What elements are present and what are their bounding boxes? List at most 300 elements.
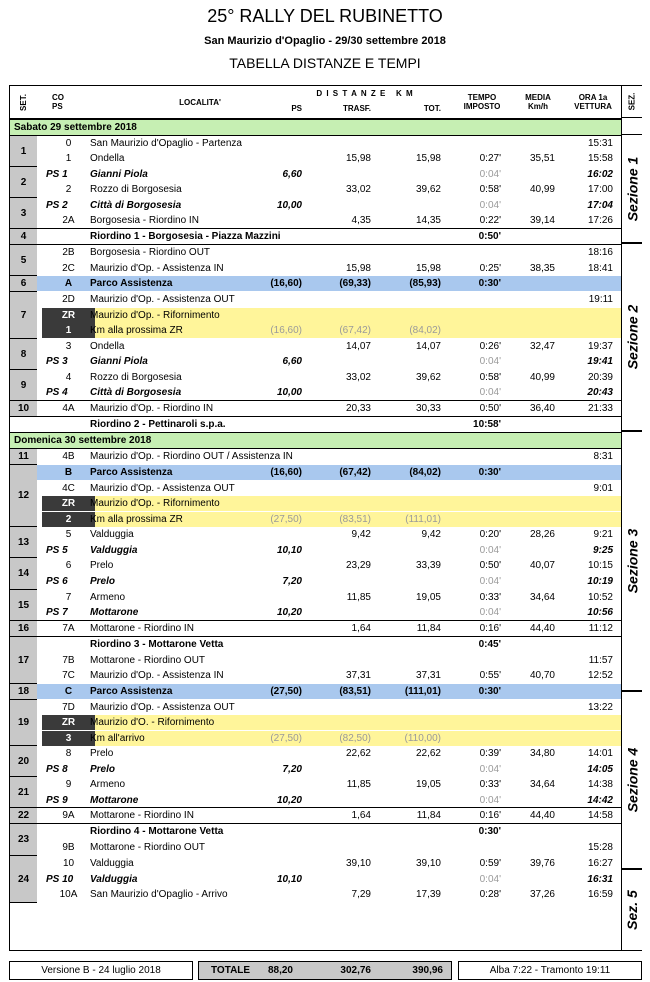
ora-cell: 17:04: [587, 199, 613, 211]
ora-cell: 21:33: [587, 402, 613, 414]
tot-km-cell: [390, 136, 441, 151]
trasf-km-cell: [310, 653, 371, 668]
media-cell: 40,07: [529, 559, 555, 571]
ora-cell: [565, 731, 613, 746]
set-number: 16: [10, 621, 37, 637]
section-name: Sezione 1: [624, 156, 640, 221]
refuel-row: [10, 715, 621, 730]
co-cell: 2: [65, 513, 72, 525]
tot-km-cell: 11,84: [416, 809, 441, 821]
localita-cell: Mottarone - Riordino IN: [90, 622, 194, 634]
tot-km-cell: [390, 543, 441, 558]
header-tempo: TEMPO IMPOSTO: [463, 93, 501, 111]
tempo-cell: 0:30': [478, 685, 501, 697]
media-cell: 38,35: [529, 262, 555, 274]
special-stage-row: [10, 385, 621, 400]
co-cell: 4B: [62, 450, 75, 462]
trasf-km-cell: 11,85: [346, 591, 371, 603]
tot-km-cell: (84,02): [409, 324, 441, 336]
tempo-cell: [457, 840, 501, 855]
ps-km-cell: [250, 700, 302, 715]
tempo-cell: 0:04': [479, 199, 501, 211]
tempo-cell: 0:26': [479, 340, 501, 352]
set-number: 24: [10, 856, 37, 903]
set-number: 5: [10, 245, 37, 276]
ora-cell: [565, 637, 613, 652]
control-row: [10, 668, 621, 683]
tempo-cell: 0:04': [479, 168, 501, 180]
ps-km-cell: [250, 417, 302, 432]
special-stage-row: [10, 167, 621, 182]
co-cell: [42, 229, 95, 244]
sun-times-box: Alba 7:22 - Tramonto 19:11: [458, 961, 642, 980]
trasf-km-cell: 15,98: [345, 152, 371, 164]
media-cell: [510, 872, 555, 887]
media-cell: 28,26: [529, 528, 555, 540]
table-header: [10, 86, 621, 118]
ps-km-cell: 10,20: [276, 794, 302, 806]
ps-km-cell: [250, 621, 302, 636]
set-number: 1: [10, 136, 37, 167]
media-cell: [510, 840, 555, 855]
riordino-row: [10, 417, 621, 432]
totale-label: TOTALE: [211, 965, 251, 976]
ps-km-cell: (16,60): [270, 466, 302, 478]
media-cell: [510, 637, 555, 652]
header-sez: SEZ.: [621, 85, 642, 118]
set-number: 4: [10, 229, 37, 245]
row-divider: [10, 416, 621, 417]
set-number: 15: [10, 590, 37, 621]
media-cell: [510, 653, 555, 668]
ora-cell: 12:52: [587, 669, 613, 681]
media-cell: [510, 449, 555, 464]
co-cell: 0: [65, 137, 72, 149]
tot-km-cell: 14,35: [415, 214, 441, 226]
control-row: [10, 777, 621, 792]
ora-cell: 10:19: [587, 575, 613, 587]
trasf-km-cell: (67,42): [339, 466, 371, 478]
trasf-km-cell: [310, 354, 371, 369]
special-stage-row: [10, 605, 621, 620]
trasf-km-cell: [310, 840, 371, 855]
co-cell: [42, 417, 95, 432]
section-label: [621, 869, 642, 951]
tempo-cell: 0:59': [479, 857, 501, 869]
trasf-km-cell: (67,42): [339, 324, 371, 336]
co-cell: 2D: [62, 293, 75, 305]
localita-cell: Maurizio d'Op. - Riordino OUT / Assistenza IN: [90, 450, 293, 462]
media-cell: [510, 385, 555, 400]
media-cell: [510, 543, 555, 558]
tempo-cell: 0:30': [478, 277, 501, 289]
co-cell: 4: [65, 371, 72, 383]
media-cell: 34,64: [529, 778, 555, 790]
localita-cell: Prelo: [90, 559, 114, 571]
row-divider: [10, 119, 621, 120]
co-cell: 7C: [62, 669, 75, 681]
tot-km-cell: 19,05: [415, 778, 441, 790]
control-row: [10, 653, 621, 668]
tot-km-cell: 39,62: [415, 371, 441, 383]
total-tot: 390,96: [412, 965, 443, 976]
tot-km-cell: (85,93): [409, 277, 441, 289]
localita-cell: Armeno: [90, 591, 126, 603]
tot-km-cell: [390, 308, 441, 323]
tot-km-cell: [390, 229, 441, 244]
ora-cell: 14:38: [587, 778, 613, 790]
refuel-row: [10, 308, 621, 323]
media-cell: 36,40: [529, 402, 555, 414]
localita-cell: Valduggia: [90, 528, 134, 540]
ora-cell: 15:58: [587, 152, 613, 164]
control-row: [10, 292, 621, 307]
trasf-km-cell: [310, 481, 371, 496]
set-number: 14: [10, 558, 37, 590]
ora-cell: 16:27: [587, 857, 613, 869]
ora-cell: 20:43: [587, 386, 613, 398]
control-row: [10, 746, 621, 761]
localita-cell: Mottarone - Riordino OUT: [90, 841, 206, 853]
row-divider: [10, 620, 621, 621]
ora-cell: [565, 229, 613, 244]
tot-km-cell: 39,62: [415, 183, 441, 195]
control-row: [10, 449, 621, 464]
day-header: [10, 433, 621, 448]
riordino-row: [10, 637, 621, 652]
section-label: [621, 243, 642, 431]
media-cell: [510, 465, 555, 480]
co-cell: PS 1: [46, 168, 68, 180]
co-cell: 2B: [62, 246, 75, 258]
tempo-cell: 0:20': [479, 528, 501, 540]
refuel-row: [10, 323, 621, 338]
media-cell: [510, 323, 555, 338]
media-cell: 44,40: [529, 622, 555, 634]
localita-cell: Parco Assistenza: [90, 277, 173, 289]
ps-km-cell: [250, 777, 302, 792]
trasf-km-cell: [310, 824, 371, 839]
tempo-cell: 0:27': [479, 152, 501, 164]
header-tot: TOT.: [423, 103, 441, 113]
tot-km-cell: 15,98: [415, 152, 441, 164]
tempo-cell: 0:50': [479, 559, 501, 571]
ora-cell: 14:58: [587, 809, 613, 821]
trasf-km-cell: [310, 385, 371, 400]
localita-cell: Gianni Piola: [90, 355, 148, 367]
refuel-row: [10, 731, 621, 746]
media-cell: [510, 793, 555, 808]
special-stage-row: [10, 872, 621, 887]
trasf-km-cell: [310, 715, 371, 730]
co-cell: 3: [65, 732, 72, 744]
ps-km-cell: [250, 182, 302, 197]
ps-km-cell: [250, 808, 302, 823]
ora-cell: 9:01: [593, 482, 613, 494]
tempo-cell: 0:04': [479, 544, 501, 556]
tempo-cell: 10:58': [473, 418, 501, 430]
trasf-km-cell: 11,85: [346, 778, 371, 790]
trasf-km-cell: [310, 417, 371, 432]
ora-cell: 14:42: [587, 794, 613, 806]
trasf-km-cell: 33,02: [345, 371, 371, 383]
localita-cell: Maurizio d'Op. - Riordino IN: [90, 402, 214, 414]
localita-cell: Città di Borgosesia: [90, 386, 182, 398]
ora-cell: 8:31: [593, 450, 613, 462]
localita-cell: Riordino 4 - Mottarone Vetta: [90, 825, 224, 837]
header-localita: LOCALITA': [179, 97, 221, 107]
trasf-km-cell: (69,33): [339, 277, 371, 289]
localita-cell: Maurizio d'Op. - Assistenza IN: [90, 262, 224, 274]
trasf-km-cell: (82,50): [339, 732, 371, 744]
trasf-km-cell: [310, 872, 371, 887]
refuel-row: [10, 512, 621, 527]
media-cell: 40,99: [529, 183, 555, 195]
co-cell: PS 10: [46, 873, 74, 885]
refuel-row: [10, 496, 621, 511]
day-label: Sabato 29 settembre 2018: [14, 121, 137, 133]
set-number: 10: [10, 401, 37, 417]
section-name: Sezione 3: [624, 528, 640, 594]
tot-km-cell: [390, 700, 441, 715]
trasf-km-cell: 22,62: [345, 747, 371, 759]
tempo-cell: 0:30': [478, 466, 501, 478]
ps-km-cell: 10,20: [276, 606, 302, 618]
co-cell: 7: [65, 591, 72, 603]
media-cell: [510, 824, 555, 839]
trasf-km-cell: 14,07: [345, 340, 371, 352]
ps-km-cell: [250, 261, 302, 276]
control-row: [10, 700, 621, 715]
media-cell: [510, 308, 555, 323]
media-cell: [510, 496, 555, 511]
tempo-cell: 0:28': [479, 888, 501, 900]
ora-cell: 19:11: [588, 293, 613, 305]
localita-cell: Rozzo di Borgosesia: [90, 371, 182, 383]
row-divider: [10, 807, 621, 808]
co-cell: A: [64, 277, 73, 289]
totals-box: [198, 961, 452, 980]
ora-cell: 10:56: [587, 606, 613, 618]
tempo-cell: 0:58': [479, 183, 501, 195]
tempo-cell: 0:04': [479, 763, 501, 775]
ora-cell: [565, 512, 613, 527]
special-stage-row: [10, 762, 621, 777]
ora-cell: 17:00: [587, 183, 613, 195]
trasf-km-cell: 20,33: [345, 402, 371, 414]
special-stage-row: [10, 793, 621, 808]
tot-km-cell: 19,05: [415, 591, 441, 603]
media-cell: [510, 198, 555, 213]
media-cell: [510, 417, 555, 432]
section-name: Sezione 4: [624, 747, 640, 813]
trasf-km-cell: [310, 496, 371, 511]
tot-km-cell: 14,07: [415, 340, 441, 352]
set-number: 23: [10, 824, 37, 856]
co-cell: 9B: [62, 841, 75, 853]
ps-km-cell: [250, 746, 302, 761]
tot-km-cell: 30,33: [415, 402, 441, 414]
control-row: [10, 182, 621, 197]
co-cell: 6: [65, 559, 72, 571]
tempo-cell: [457, 715, 501, 730]
control-row: [10, 401, 621, 416]
ora-cell: [565, 465, 613, 480]
localita-cell: Maurizio d'Op. - Assistenza OUT: [90, 293, 235, 305]
tot-km-cell: 11,84: [416, 622, 441, 634]
trasf-km-cell: [310, 762, 371, 777]
set-number: 19: [10, 700, 37, 746]
ora-cell: [565, 824, 613, 839]
co-cell: PS 9: [46, 794, 68, 806]
ps-km-cell: [250, 308, 302, 323]
tempo-cell: 0:50': [479, 402, 501, 414]
localita-cell: Valduggia: [90, 857, 134, 869]
ps-km-cell: (16,60): [270, 277, 302, 289]
assistance-row: [10, 276, 621, 291]
tot-km-cell: 17,39: [415, 888, 441, 900]
co-cell: 7A: [62, 622, 75, 634]
ps-km-cell: [250, 887, 302, 902]
set-number: 9: [10, 370, 37, 401]
trasf-km-cell: [310, 574, 371, 589]
set-number: 21: [10, 777, 37, 808]
total-ps: 88,20: [267, 965, 293, 976]
ora-cell: 16:02: [587, 168, 613, 180]
ora-cell: 15:31: [587, 137, 613, 149]
ps-km-cell: [250, 245, 302, 260]
trasf-km-cell: 37,31: [345, 669, 371, 681]
ps-km-cell: [250, 856, 302, 871]
ps-km-cell: [250, 715, 302, 730]
ora-cell: 13:22: [587, 701, 613, 713]
tempo-cell: 0:16': [479, 809, 501, 821]
tot-km-cell: [390, 574, 441, 589]
trasf-km-cell: 4,35: [351, 214, 371, 226]
ps-km-cell: [250, 668, 302, 683]
ora-cell: [565, 308, 613, 323]
co-cell: C: [64, 685, 73, 697]
trasf-km-cell: 33,02: [345, 183, 371, 195]
localita-cell: Mottarone: [90, 606, 139, 618]
ora-cell: 14:01: [587, 747, 613, 759]
media-cell: 34,64: [529, 591, 555, 603]
media-cell: 39,14: [529, 214, 555, 226]
ps-km-cell: 10,10: [276, 873, 302, 885]
control-row: [10, 808, 621, 823]
tot-km-cell: [390, 449, 441, 464]
header-set: SET.: [19, 93, 28, 111]
set-number: 7: [10, 292, 37, 339]
control-row: [10, 370, 621, 385]
localita-cell: Mottarone - Riordino OUT: [90, 654, 206, 666]
ps-km-cell: [250, 637, 302, 652]
ps-km-cell: 10,10: [276, 544, 302, 556]
tempo-cell: 0:33': [479, 778, 501, 790]
ps-km-cell: [250, 590, 302, 605]
row-divider: [10, 244, 621, 245]
media-cell: [510, 354, 555, 369]
trasf-km-cell: (83,51): [339, 513, 371, 525]
ps-km-cell: (27,50): [270, 513, 302, 525]
ora-cell: 9:21: [593, 528, 613, 540]
set-number: 2: [10, 167, 37, 198]
trasf-km-cell: [310, 605, 371, 620]
tempo-cell: [457, 449, 501, 464]
ps-km-cell: (16,60): [270, 324, 302, 336]
localita-cell: San Maurizio d'Opaglio - Partenza: [90, 137, 242, 149]
set-number: 22: [10, 808, 37, 824]
media-cell: 32,47: [529, 340, 555, 352]
control-row: [10, 245, 621, 260]
tot-km-cell: [390, 715, 441, 730]
tempo-cell: 0:50': [478, 230, 501, 242]
tot-km-cell: [390, 824, 441, 839]
co-cell: 4C: [62, 482, 75, 494]
media-cell: [510, 762, 555, 777]
tempo-cell: 0:25': [479, 262, 501, 274]
trasf-km-cell: 23,29: [345, 559, 371, 571]
ora-cell: 10:52: [587, 591, 613, 603]
media-cell: 34,80: [529, 747, 555, 759]
special-stage-row: [10, 543, 621, 558]
media-cell: [510, 684, 555, 699]
tot-km-cell: [390, 481, 441, 496]
localita-cell: Maurizio d'O. - Rifornimento: [90, 716, 215, 728]
trasf-km-cell: 1,64: [351, 622, 371, 634]
tot-km-cell: 15,98: [415, 262, 441, 274]
co-cell: 3: [65, 340, 72, 352]
media-cell: [510, 731, 555, 746]
ps-km-cell: 7,20: [282, 763, 302, 775]
tempo-cell: 0:16': [479, 622, 501, 634]
header-media: MEDIA Km/h: [525, 93, 551, 111]
set-number: 12: [10, 465, 37, 527]
ps-km-cell: [250, 496, 302, 511]
tot-km-cell: 33,39: [415, 559, 441, 571]
localita-cell: Parco Assistenza: [90, 685, 173, 697]
trasf-km-cell: 1,64: [351, 809, 371, 821]
co-cell: ZR: [61, 497, 76, 509]
localita-cell: Città di Borgosesia: [90, 199, 182, 211]
tempo-cell: 0:30': [478, 825, 501, 837]
co-cell: [42, 824, 95, 839]
trasf-km-cell: [310, 136, 371, 151]
tot-km-cell: (111,01): [404, 685, 441, 697]
media-cell: [510, 292, 555, 307]
trasf-km-cell: [310, 543, 371, 558]
control-row: [10, 213, 621, 228]
ora-cell: 15:28: [587, 841, 613, 853]
localita-cell: Mottarone: [90, 794, 139, 806]
localita-cell: Ondella: [90, 340, 125, 352]
set-number: 17: [10, 637, 37, 684]
co-cell: 9: [65, 778, 72, 790]
control-row: [10, 558, 621, 573]
tempo-cell: [457, 731, 501, 746]
ps-km-cell: (27,50): [270, 685, 302, 697]
co-cell: PS 6: [46, 575, 68, 587]
co-cell: 7D: [62, 701, 75, 713]
tempo-cell: 0:33': [479, 591, 501, 603]
co-cell: PS 3: [46, 355, 68, 367]
distance-time-table: [9, 85, 622, 951]
trasf-km-cell: 7,29: [351, 888, 371, 900]
localita-cell: Borgosesia - Riordino IN: [90, 214, 199, 226]
trasf-km-cell: [310, 793, 371, 808]
set-number: 8: [10, 339, 37, 370]
co-cell: ZR: [61, 309, 76, 321]
